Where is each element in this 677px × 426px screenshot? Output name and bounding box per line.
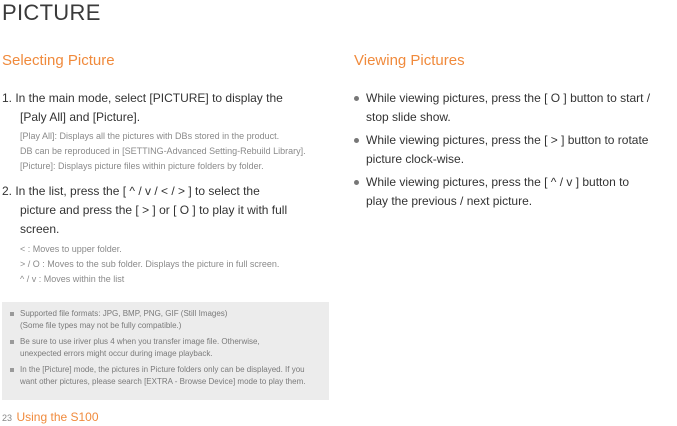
bullet-dot-icon [354,96,359,101]
step-1-line: 1. In the main mode, select [PICTURE] to display the [2,91,283,105]
step-1 [2,89,337,174]
note-item: In the [Picture] mode, the pictures in Picture folders only can be displayed. If you [10,364,329,376]
bullet-item: While viewing pictures, press the [ O ] button to start / stop slide show. [354,89,674,127]
bullet-dot-icon [354,180,359,185]
step-2 [2,182,337,287]
step-2-detail: < : Moves to upper folder. [20,244,122,254]
step-1-detail: [Play All]: Displays all the pictures with DBs stored in the product. [20,131,280,141]
step-2-line: screen. [20,222,60,236]
note-item: (Some file types may not be fully compatible.) [20,321,182,330]
step-1-line: [Paly All] and [Picture]. [20,110,141,124]
page-title: PICTURE [2,0,101,25]
page-number: 23 [2,413,13,423]
square-bullet-icon [10,368,14,372]
step-2-line: picture and press the [ > ] or [ O ] to play it with full [20,203,288,217]
step-2-detail: ^ / v : Moves within the list [20,274,125,284]
viewing-bullets [354,89,674,211]
bullet-item: While viewing pictures, press the [ ^ / v ] button to play the previous / next picture. [354,173,674,211]
step-2-line: 2. In the list, press the [ ^ / v / < / > ] to select the [2,184,260,198]
note-item: want other pictures, please search [EXTRA - Browse Device] mode to play them. [20,377,306,386]
footer-title: Using the S100 [16,410,99,424]
step-2-detail: > / O : Moves to the sub folder. Displays the picture in full screen. [20,259,280,269]
note-item: Be sure to use iriver plus 4 when you transfer image file. Otherwise, [10,336,329,348]
step-1-detail: DB can be reproduced in [SETTING-Advanced Setting-Rebuild Library]. [20,146,306,156]
note-item: unexpected errors might occur during image playback. [20,349,213,358]
note-item: Supported file formats: JPG, BMP, PNG, GIF (Still Images) [10,308,329,320]
bullet-dot-icon [354,138,359,143]
step-1-detail: [Picture]: Displays picture files within picture folders by folder. [20,161,264,171]
notes-box [2,302,329,400]
square-bullet-icon [10,312,14,316]
bullet-item: While viewing pictures, press the [ > ] button to rotate picture clock-wise. [354,131,674,169]
section-heading-viewing: Viewing Pictures [354,52,465,69]
page-footer [2,408,99,426]
section-heading-selecting: Selecting Picture [2,52,115,69]
square-bullet-icon [10,340,14,344]
